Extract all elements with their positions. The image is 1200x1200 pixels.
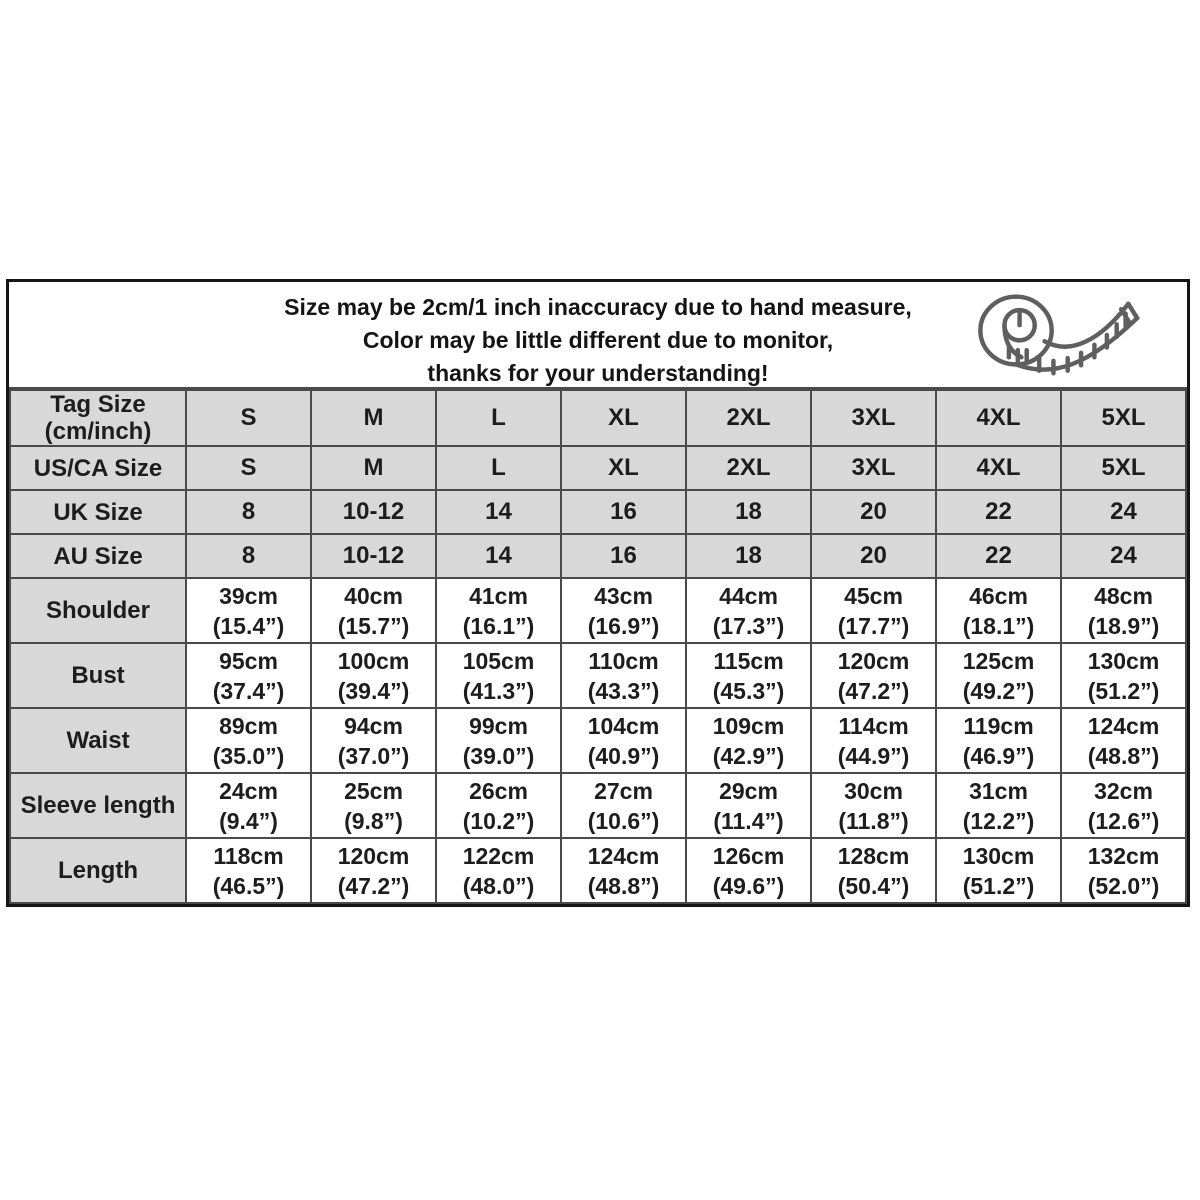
size-chart — [6, 279, 1190, 907]
measure-cell — [686, 643, 811, 708]
measure-inch: (47.2”) — [337, 872, 410, 899]
measure-cm: 109cm — [712, 712, 785, 739]
size-cell: M — [311, 390, 436, 446]
measure-cm: 26cm — [469, 777, 528, 804]
measure-inch: (16.1”) — [462, 612, 535, 639]
measure-inch: (37.4”) — [212, 677, 285, 704]
measure-cell — [936, 773, 1061, 838]
size-cell: 3XL — [811, 390, 936, 446]
measure-cell — [936, 708, 1061, 773]
measure-cell — [561, 708, 686, 773]
size-cell: 8 — [186, 490, 311, 534]
measure-inch: (18.9”) — [1087, 612, 1160, 639]
row-label — [10, 534, 186, 578]
size-cell: M — [311, 446, 436, 490]
disclaimer-line-1: Size may be 2cm/1 inch inaccuracy due to hand measure, — [284, 294, 912, 320]
measure-cm: 46cm — [969, 582, 1028, 609]
measure-inch: (51.2”) — [962, 872, 1035, 899]
measure-inch: (17.3”) — [712, 612, 785, 639]
measure-cm: 48cm — [1094, 582, 1153, 609]
measure-cm: 40cm — [344, 582, 403, 609]
measure-cell — [811, 773, 936, 838]
measure-inch: (12.6”) — [1087, 807, 1160, 834]
measure-cm: 120cm — [337, 842, 410, 869]
measure-cell — [1061, 773, 1186, 838]
measure-inch: (17.7”) — [837, 612, 910, 639]
measure-inch: (48.8”) — [1087, 742, 1160, 769]
size-cell: 16 — [561, 534, 686, 578]
measure-cell — [686, 838, 811, 903]
measure-cell — [436, 708, 561, 773]
measure-cell — [1061, 578, 1186, 643]
size-cell: S — [186, 446, 311, 490]
measure-inch: (47.2”) — [837, 677, 910, 704]
measure-cm: 125cm — [962, 647, 1035, 674]
measure-inch: (11.4”) — [713, 807, 784, 834]
measure-cm: 100cm — [337, 647, 410, 674]
measure-cell — [311, 708, 436, 773]
measure-cell — [561, 773, 686, 838]
size-cell: 10-12 — [311, 490, 436, 534]
measure-cell — [311, 643, 436, 708]
measure-cm: 115cm — [713, 647, 784, 674]
measure-cell — [186, 838, 311, 903]
measure-inch: (10.6”) — [587, 807, 660, 834]
measure-cell — [936, 838, 1061, 903]
size-cell: 22 — [936, 490, 1061, 534]
size-cell: 14 — [436, 534, 561, 578]
row-label: Waist — [10, 708, 186, 773]
measure-cell — [1061, 643, 1186, 708]
measure-row — [10, 578, 1186, 643]
measure-row — [10, 708, 1186, 773]
row-label: Length — [10, 838, 186, 903]
measure-cell — [561, 578, 686, 643]
measure-cell — [186, 578, 311, 643]
measure-cm: 132cm — [1087, 842, 1160, 869]
measure-cm: 124cm — [587, 842, 660, 869]
measure-inch: (40.9”) — [587, 742, 660, 769]
measure-cm: 27cm — [594, 777, 653, 804]
measure-cm: 128cm — [837, 842, 910, 869]
measure-inch: (50.4”) — [837, 872, 910, 899]
measure-inch: (49.2”) — [962, 677, 1035, 704]
measure-inch: (11.8”) — [838, 807, 909, 834]
measure-cell — [686, 773, 811, 838]
measure-cell — [436, 773, 561, 838]
measure-cm: 105cm — [462, 647, 535, 674]
size-row — [10, 446, 1186, 490]
row-label-line: UK Size — [53, 498, 143, 526]
measure-cm: 32cm — [1094, 777, 1153, 804]
row-label-line: US/CA Size — [33, 454, 163, 482]
measure-cell — [311, 773, 436, 838]
measure-cell — [311, 838, 436, 903]
measure-cell — [936, 643, 1061, 708]
size-cell: 18 — [686, 490, 811, 534]
measure-inch: (39.4”) — [337, 677, 410, 704]
measure-cell — [186, 643, 311, 708]
measure-cell — [1061, 708, 1186, 773]
measure-inch: (48.8”) — [587, 872, 660, 899]
measure-cm: 114cm — [838, 712, 909, 739]
size-cell: 5XL — [1061, 390, 1186, 446]
measure-cm: 31cm — [969, 777, 1028, 804]
size-cell: 20 — [811, 490, 936, 534]
measure-cm: 104cm — [587, 712, 660, 739]
size-cell: 14 — [436, 490, 561, 534]
measure-cm: 130cm — [1087, 647, 1160, 674]
measure-cm: 95cm — [219, 647, 278, 674]
measure-cell — [811, 838, 936, 903]
measure-cm: 24cm — [219, 777, 278, 804]
measure-cm: 45cm — [844, 582, 903, 609]
measure-cm: 119cm — [963, 712, 1034, 739]
measure-cm: 30cm — [844, 777, 903, 804]
measure-inch: (51.2”) — [1087, 677, 1160, 704]
measure-cm: 25cm — [344, 777, 403, 804]
measure-cell — [436, 643, 561, 708]
measure-inch: (15.4”) — [212, 612, 285, 639]
size-cell: 8 — [186, 534, 311, 578]
measure-cm: 94cm — [344, 712, 403, 739]
measure-cm: 43cm — [594, 582, 653, 609]
measure-cell — [686, 708, 811, 773]
measure-inch: (9.4”) — [219, 807, 278, 834]
measure-inch: (18.1”) — [962, 612, 1035, 639]
measure-inch: (45.3”) — [712, 677, 785, 704]
measure-cm: 89cm — [219, 712, 278, 739]
measure-inch: (16.9”) — [587, 612, 660, 639]
measure-cm: 99cm — [469, 712, 528, 739]
size-cell: 24 — [1061, 534, 1186, 578]
measure-cell — [936, 578, 1061, 643]
measure-inch: (15.7”) — [337, 612, 410, 639]
measure-row — [10, 773, 1186, 838]
measure-inch: (43.3”) — [587, 677, 660, 704]
size-cell: L — [436, 446, 561, 490]
disclaimer-line-3: thanks for your understanding! — [427, 360, 769, 386]
measure-cell — [561, 643, 686, 708]
size-cell: 3XL — [811, 446, 936, 490]
size-cell: 20 — [811, 534, 936, 578]
measure-inch: (37.0”) — [337, 742, 410, 769]
size-cell: 10-12 — [311, 534, 436, 578]
size-table — [9, 389, 1187, 904]
disclaimer-line-2: Color may be little different due to monitor, — [362, 327, 834, 353]
measure-inch: (48.0”) — [462, 872, 535, 899]
row-label-line: Tag Size — [50, 391, 146, 418]
measure-cell — [811, 643, 936, 708]
row-label — [10, 390, 186, 446]
row-label-line: (cm/inch) — [44, 418, 152, 445]
measure-cell — [811, 578, 936, 643]
size-cell: 5XL — [1061, 446, 1186, 490]
size-row — [10, 534, 1186, 578]
measure-cm: 126cm — [712, 842, 785, 869]
row-label-line: AU Size — [53, 542, 143, 570]
size-cell: XL — [561, 446, 686, 490]
measure-row — [10, 838, 1186, 903]
size-cell: 16 — [561, 490, 686, 534]
measure-inch: (46.9”) — [962, 742, 1035, 769]
size-cell: 18 — [686, 534, 811, 578]
measure-inch: (42.9”) — [712, 742, 785, 769]
measure-cell — [186, 773, 311, 838]
measure-inch: (41.3”) — [462, 677, 535, 704]
measure-cell — [811, 708, 936, 773]
size-cell: 2XL — [686, 390, 811, 446]
size-row — [10, 490, 1186, 534]
size-cell: 24 — [1061, 490, 1186, 534]
measure-inch: (35.0”) — [212, 742, 285, 769]
measure-cell — [561, 838, 686, 903]
measure-cm: 120cm — [837, 647, 910, 674]
row-label: Bust — [10, 643, 186, 708]
row-label — [10, 446, 186, 490]
row-label — [10, 490, 186, 534]
measure-cell — [436, 838, 561, 903]
measure-inch: (46.5”) — [212, 872, 285, 899]
measure-cm: 124cm — [1087, 712, 1160, 739]
measure-inch: (49.6”) — [712, 872, 785, 899]
size-cell: 4XL — [936, 446, 1061, 490]
measure-inch: (12.2”) — [962, 807, 1035, 834]
measure-cm: 118cm — [213, 842, 284, 869]
measure-cm: 130cm — [962, 842, 1035, 869]
measure-inch: (44.9”) — [837, 742, 910, 769]
measure-cell — [1061, 838, 1186, 903]
measure-cell — [311, 578, 436, 643]
measure-cell — [186, 708, 311, 773]
size-cell: L — [436, 390, 561, 446]
tape-measure-icon — [959, 286, 1155, 384]
measure-cm: 29cm — [719, 777, 778, 804]
measure-inch: (52.0”) — [1087, 872, 1160, 899]
row-label: Shoulder — [10, 578, 186, 643]
measure-inch: (9.8”) — [344, 807, 403, 834]
measure-cm: 44cm — [719, 582, 778, 609]
size-row — [10, 390, 1186, 446]
size-cell: XL — [561, 390, 686, 446]
size-cell: 22 — [936, 534, 1061, 578]
measure-cell — [686, 578, 811, 643]
measure-row — [10, 643, 1186, 708]
size-cell: S — [186, 390, 311, 446]
disclaimer-banner — [9, 282, 1187, 389]
measure-cm: 39cm — [219, 582, 278, 609]
measure-cm: 41cm — [469, 582, 528, 609]
measure-cm: 122cm — [462, 842, 535, 869]
row-label: Sleeve length — [10, 773, 186, 838]
measure-cm: 110cm — [588, 647, 659, 674]
measure-inch: (39.0”) — [462, 742, 535, 769]
size-cell: 4XL — [936, 390, 1061, 446]
measure-inch: (10.2”) — [462, 807, 535, 834]
size-cell: 2XL — [686, 446, 811, 490]
measure-cell — [436, 578, 561, 643]
